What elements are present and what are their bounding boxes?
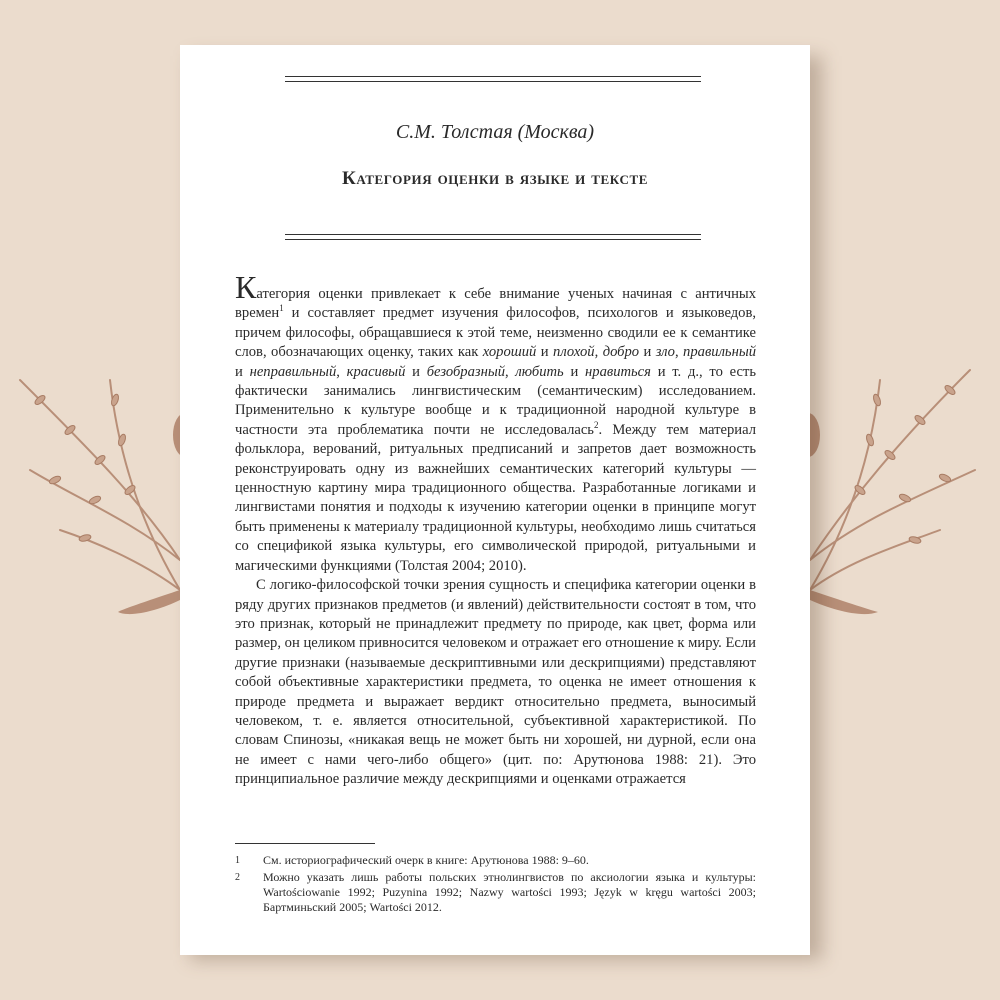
italic-term: неправильный (249, 363, 337, 380)
text-run: . Между тем материал фольклора, верований, ритуальных предписаний и запретов дает возможность реконструировать одну из важнейших семантических категорий культуры — ценностную картину мира традиционного общества. Разработанные логиками и лингвистами понятия и подходы к изучению категории оценки в принципе могут быть применены к материалу традиционной культуры, необходимо лишь считаться со спецификой языка культуры, его символической природой, ритуальными и магическими функциями (Толстая 2004; 2010). (235, 421, 756, 574)
italic-term: безобразный (426, 363, 505, 380)
paragraph-2: С логико-философской точки зрения сущность и специфика категории оценки в ряду других признаков предметов (и явлений) действительности состоят в том, что это признак, который не принадлежит предмету по природе, как цвет, форма или размер, он целиком привносится человеком и отражает его отношение к миру. Если другие признаки (называемые дескриптивными или дескрипциями) представляют собой объективные характеристики предмета, то оценка не имеет отношения к природе предмета и выражает вердикт относительно предмета, выносимый человеком, т. е. является относительной, субъективной характеристикой. По словам Спинозы, «никакая вещь не может быть ни хорошей, ни дурной, если она не имеет с нами чего-либо общего» (цит. по: Арутюнова 1988: 21). Это принципиальное различие между дескрипциями и оценками отражается (235, 577, 756, 788)
footnote-text: См. историографический очерк в книге: Арутюнова 1988: 9–60. (263, 853, 589, 867)
italic-term: зло (655, 344, 675, 361)
text-run: и (235, 363, 243, 380)
article-title: Категория оценки в языке и тексте (341, 168, 649, 189)
text-run: и (412, 363, 420, 380)
document-page (180, 45, 810, 955)
footnote-2 (235, 870, 756, 915)
footnote-number: 1 (235, 855, 240, 866)
italic-term: хороший (482, 344, 537, 361)
footnote-ref-2[interactable]: 2 (593, 419, 599, 430)
italic-term: нравиться (585, 363, 651, 380)
paragraph-1: Категория оценки привлекает к себе внимание ученых начиная с античных времен$^1$ и составляет предмет изучения философов, психологов и языковедов, причем философы, обращавшиеся к этой теме, неизменно сводили ее к семантике слов, обозначающих оценку, таких как хороший и плохой, добро и зло, правильный и неправильный, красивый и безобразный, любить и нравиться и т. д., то есть фактически занимались лингвистическим (семантическим) исследованием. Применительно к культуре вообще и к традиционной народной культуре в частности эта проблематика почти не исследовалась$^2$. Между тем материал фольклора, верований, ритуальных предписаний и запретов дает возможность реконструировать одну из важнейших семантических категорий культуры — ценностную картину мира традиционного общества. Разработанные логиками и лингвистами понятия и подходы к изучению категории оценки в принципе могут быть применены к материалу традиционной культуры, необходимо лишь считаться со спецификой языка культуры, его символической природой, ритуальными и магическими функциями (Толстая 2004; 2010). (235, 269, 757, 574)
text-run: атегория оценки привлекает к себе внимание ученых начиная с античных времен (235, 286, 756, 322)
bottom-rule (285, 234, 701, 235)
text-run: и (570, 363, 579, 380)
footnote-1 (235, 853, 756, 868)
italic-term: любить (515, 363, 564, 380)
drop-cap: К (235, 269, 257, 305)
footnote-text: Можно указать лишь работы польских этнолингвистов по аксиологии языка и культуры: Wartościowanie 1992; Puzynina 1992; Nazwy wartości 1993; Język w kręgu wartości 2003; Бартминьский 2005; Wartości 2012. (263, 870, 756, 914)
text-run: и т. д., то есть фактически занимались лингвистическим (семантическим) исследованием. Применительно к культуре вообще и к традиционной народной культуре в частности эта проблематика почти не исследовалась (235, 363, 757, 438)
text-run: и (540, 344, 549, 361)
footnote-number: 2 (235, 872, 240, 883)
footnote-separator (235, 843, 375, 844)
article-body (235, 269, 757, 790)
author-line: С.М. Толстая (Москва) (395, 121, 595, 143)
footnote-ref-1[interactable]: 1 (279, 303, 284, 314)
top-rule-second (285, 81, 701, 82)
italic-term: красивый (346, 363, 406, 380)
italic-term: правильный (683, 344, 756, 361)
top-rule (285, 76, 701, 77)
text-run: и составляет предмет изучения философов, психологов и языковедов, причем философы, обращавшиеся к этой теме, неизменно сводили ее к семантике слов, обозначающих оценку, таких как (235, 305, 756, 361)
bottom-rule-second (285, 239, 701, 240)
italic-term: добро (602, 344, 640, 361)
italic-term: плохой (553, 344, 595, 361)
text-run: и (643, 344, 652, 361)
